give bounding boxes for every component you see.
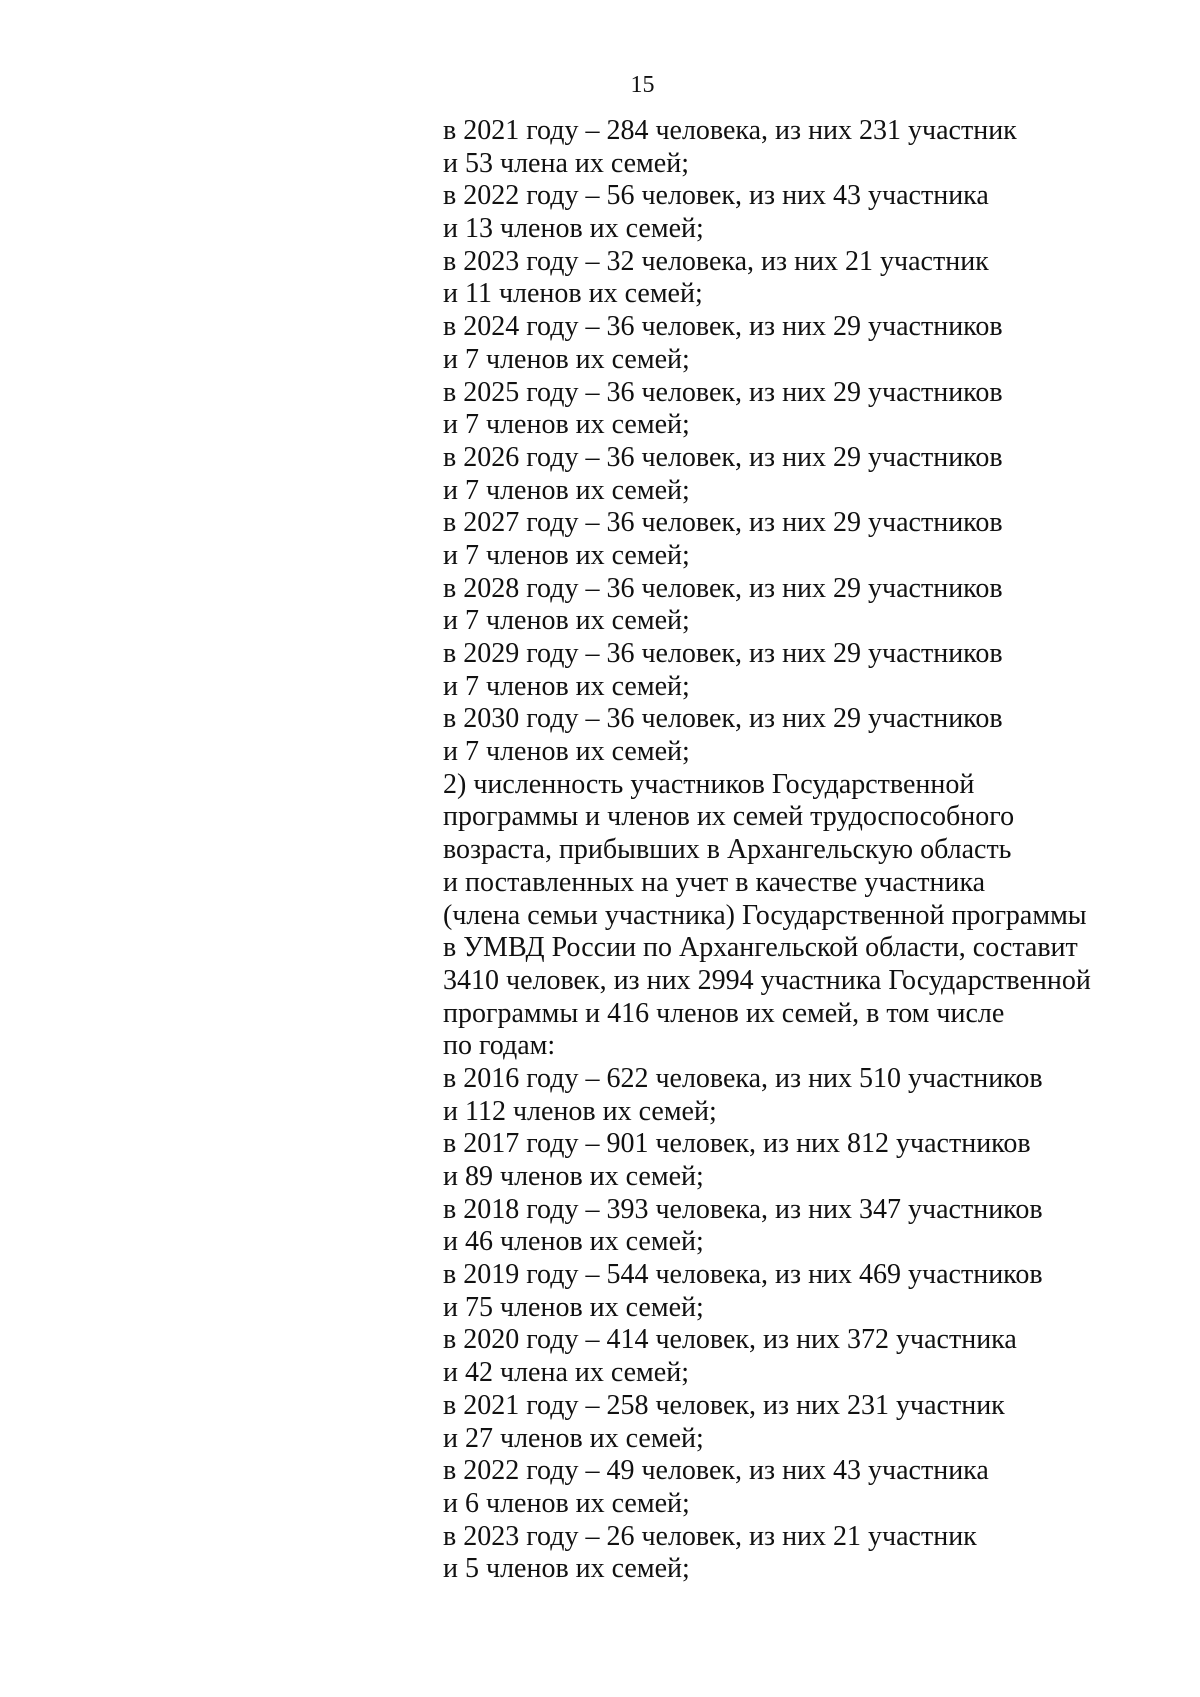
text-line: и 11 членов их семей;: [443, 278, 703, 310]
text-line: программы и 416 членов их семей, в том числе: [443, 997, 1005, 1029]
text-line: (члена семьи участника) Государственной программы: [443, 899, 1087, 931]
text-line: в 2020 году – 414 человек, из них 372 участника: [443, 1324, 1017, 1356]
text-line: в 2019 году – 544 человека, из них 469 участников: [443, 1259, 1043, 1291]
page-number: 15: [630, 72, 655, 98]
text-line: по годам:: [443, 1030, 556, 1062]
text-line: и 75 членов их семей;: [443, 1291, 704, 1323]
text-line: в 2021 году – 258 человек, из них 231 участник: [443, 1389, 1005, 1421]
text-line: в 2018 году – 393 человека, из них 347 участников: [443, 1193, 1043, 1225]
text-line: в 2022 году – 49 человек, из них 43 участника: [443, 1455, 989, 1487]
text-line: и 13 членов их семей;: [443, 213, 704, 245]
text-line: в 2029 году – 36 человек, из них 29 участников: [443, 638, 1003, 669]
text-line: в УМВД России по Архангельской области, составит: [443, 932, 1078, 964]
text-line: в 2022 году – 56 человек, из них 43 участника: [443, 180, 989, 212]
text-line: и 27 членов их семей;: [443, 1422, 704, 1454]
text-line: в 2023 году – 32 человека, из них 21 участник: [443, 245, 989, 277]
text-line: в 2017 году – 901 человек, из них 812 участников: [443, 1128, 1031, 1160]
text-line: и 7 членов их семей;: [443, 409, 690, 441]
text-line: и 53 члена их семей;: [443, 147, 689, 179]
text-line: в 2023 году – 26 человек, из них 21 участник: [443, 1520, 977, 1552]
text-line: и 6 членов их семей;: [443, 1487, 690, 1519]
text-line: и поставленных на учет в качестве участника: [443, 866, 986, 898]
text-line: в 2027 году – 36 человек, из них 29 участников: [443, 507, 1003, 539]
text-line: и 112 членов их семей;: [443, 1095, 717, 1127]
text-line: в 2025 году – 36 человек, из них 29 участников: [443, 376, 1003, 408]
text-line: и 7 членов их семей;: [443, 343, 690, 375]
text-line: и 7 членов их семей;: [443, 605, 690, 637]
text-line: и 42 члена их семей;: [443, 1357, 689, 1389]
text-line: и 46 членов их семей;: [443, 1226, 704, 1258]
text-line: в 2024 году – 36 человек, из них 29 участников: [443, 311, 1003, 343]
text-line: и 7 членов их семей;: [443, 474, 690, 506]
text-line: 3410 человек, из них 2994 участника Государственной: [443, 964, 1091, 996]
text-line: программы и членов их семей трудоспособного: [443, 801, 1015, 833]
text-line: и 7 членов их семей;: [443, 670, 690, 702]
text-line: 2) численность участников Государственной: [443, 768, 975, 800]
text-line: в 2021 году – 284 человека, из них 231 участник: [443, 115, 1017, 146]
text-line: в 2026 году – 36 человек, из них 29 участников: [443, 441, 1003, 473]
text-line: и 89 членов их семей;: [443, 1161, 704, 1192]
text-line: и 7 членов их семей;: [443, 539, 690, 571]
text-line: в 2016 году – 622 человека, из них 510 участников: [443, 1062, 1043, 1094]
body-text: [443, 115, 1143, 1586]
text-line: и 5 членов их семей;: [443, 1553, 690, 1585]
text-line: в 2028 году – 36 человек, из них 29 участников: [443, 572, 1003, 604]
text-line: в 2030 году – 36 человек, из них 29 участников: [443, 703, 1003, 735]
text-line: и 7 членов их семей;: [443, 736, 690, 768]
text-line: возраста, прибывших в Архангельскую область: [443, 834, 1012, 866]
